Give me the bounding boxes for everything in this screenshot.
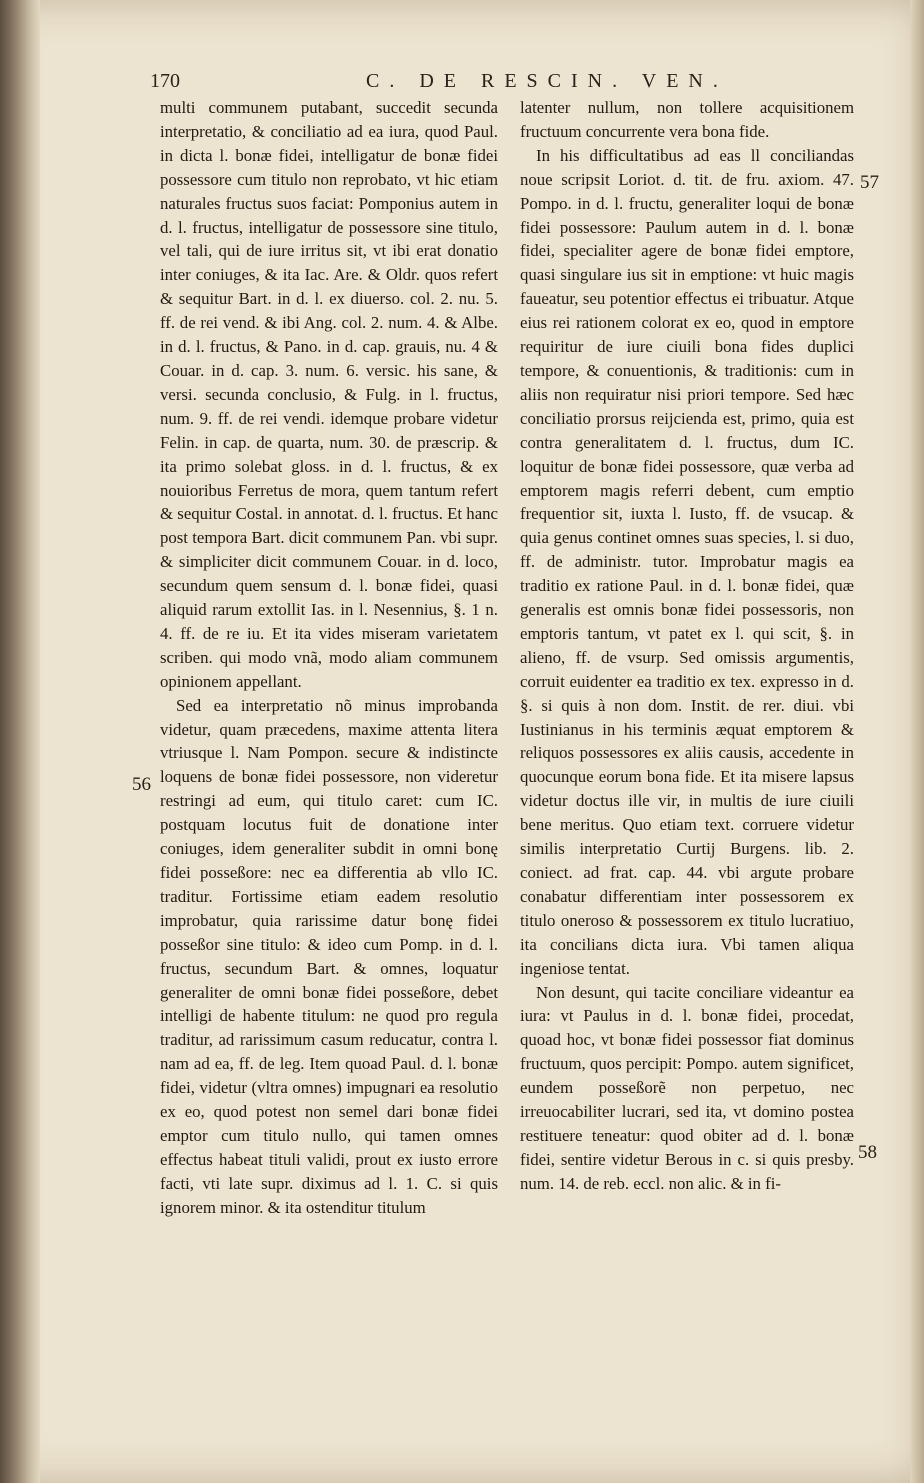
book-spine-shadow: [0, 0, 40, 1483]
left-paragraph-1: multi communem putabant, succedit secunda interpretatio, & conciliatio ad ea iura, quod Paul. in dicta l. bonæ fidei, intelligatur de bonæ fidei possessore cum titulo non reprobato, vt hic etiam naturales fructus suos faciat: Pomponius autem in d. l. fructus, intelligatur de possessore sine titulo, vel tali, qui de iure irritus sit, vt ibi erat donatio inter coniuges, & ita Iac. Are. & Oldr. quos refert & sequitur Bart. in d. l. ex diuerso. col. 2. nu. 5. ff. de rei vend. & ibi Ang. col. 2. num. 4. & Albe. in d. l. fructus, & Pano. in d. cap. grauis, nu. 4 & Couar. in d. cap. 3. num. 6. versic. his sane, & versi. secunda conclusio, & Fulg. in l. fructus, num. 9. ff. de rei vendi. idemque probare videtur Felin. in cap. de quarta, num. 30. de præscrip. & ita primo solebat gloss. in d. l. fructus, & ex nouioribus Ferretus de mora, quem tantum refert & sequitur Costal. in annotat. d. l. fructus. Et hanc post tempora Bart. dicit communem Pan. vbi supr. & simpliciter dicit communem Couar. in d. loco, secundum quem sensum d. l. bonæ fidei, quasi aliquid rarum extollit Ias. in l. Nesennius, §. 1 n. 4. ff. de re iu. Et ita vides miseram varietatem scriben. qui modo vnã, modo aliam communem opinionem appellant.: [160, 98, 498, 691]
right-paragraph-1: latenter nullum, non tollere acquisitionem fructuum concurrente vera bona fide.: [520, 98, 854, 141]
page-number: 170: [150, 70, 180, 92]
margin-number-57: 57: [860, 172, 879, 193]
left-paragraph-2: Sed ea interpretatio nõ minus improbanda videtur, quam præcedens, maxime attenta litera vtriusque l. Nam Pompon. secure & indistincte loquens de bonæ fidei possessore, non videretur restringi ad eum, qui titulo caret: cum IC. postquam locutus fuit de donatione inter coniuges, idem generaliter subdit in omni bonę fidei posseßore: nec ea differentia ab vllo IC. traditur. Fortissime etiam eadem resolutio improbatur, quia rarissime datur bonę fidei posseßor sine titulo: & ideo cum Pomp. in d. l. fructus, secundum Bart. & omnes, loquatur generaliter de omni bonæ fidei posseßore, debet intelligi de habente titulum: ne quod pro regula traditur, ad rarissimum casum reducatur, contra l. nam ad ea, ff. de leg. Item quoad Paul. d. l. bonæ fidei, videtur (vltra omnes) impugnari ea resolutio ex eo, quod potest non semel dari bonæ fidei emptor cum titulo nullo, qui tamen omnes effectus habeat tituli validi, prout ex iusto errore facti, vti late supr. diximus ad l. 1. C. si quis ignorem minor. & ita ostenditur titulum: [160, 695, 498, 1217]
right-column: [520, 96, 854, 1196]
margin-number-56: 56: [132, 774, 151, 795]
right-paragraph-3: Non desunt, qui tacite conciliare videantur ea iura: vt Paulus in d. l. bonæ fidei, procedat, quoad hoc, vt bonæ fidei possessor fiat dominus fructuum, quos percipit: Pompo. autem significet, eundem posseßorẽ non perpetuo, nec irreuocabiliter lucrari, sed ita, vt domino postea restituere teneatur: quod obiter ad d. l. bonæ fidei, sentire videtur Berous in c. si quis presby. num. 14. de reb. eccl. non alic. & in fi-: [520, 982, 854, 1193]
left-column: [160, 96, 498, 1220]
right-paragraph-2: In his difficultatibus ad eas ll conciliandas noue scripsit Loriot. d. tit. de fru. axiom. 47. Pompo. in d. l. fructu, generaliter loqui de bonæ fidei possessore: Paulum autem in d. l. bonæ fidei, specialiter agere de bonæ fidei emptore, quasi singulare ius sit in emptione: vt huic magis faueatur, seu potentior effectus ei tribuatur. Atque eius rei rationem colorat ex eo, quod in emptore requiritur de iure ciuili bona fides duplici tempore, & conuentionis, & traditionis: cum in aliis non requiratur nisi priori tempore. Sed hæc conciliatio prorsus reijcienda est, primo, quia est contra generalitatem d. l. fructus, dum IC. loquitur de bonæ fidei possessore, quæ verba ad emptorem magis referri debent, cum emptio frequentior sit, iuxta l. Iusto, ff. de vsucap. & quia genus continet omnes suas species, l. si duo, ff. de administr. tutor. Improbatur magis ea traditio ex ratione Paul. in d. l. bonæ fidei, quæ generalis est omnis bonæ fidei possessoris, non emptoris tantum, vt patet ex l. qui scit, §. in alieno, ff. de vsurp. Sed omissis argumentis, corruit euidenter ea traditio ex tex. expresso in d. §. si quis à non dom. Instit. de rer. diui. vbi Iustinianus in his terminis æquat emptorem & reliquos possessores ex aliis causis, accedente in quocunque eorum bona fide. Et ita misere lapsus videtur doctus ille vir, in multis de iure ciuili bene meritus. Quo etiam text. corruere videtur similis interpretatio Curtij Burgens. lib. 2. coniect. ad frat. cap. 44. vbi argute probare conabatur differentiam inter possessorem ex titulo oneroso & possessorem ex titulo lucratiuo, ita concilians dicta iura. Vbi tamen aliqua ingeniose tentat.: [520, 145, 854, 978]
page-edge: [910, 0, 924, 1483]
running-title: C. DE RESCIN. VEN.: [366, 70, 728, 92]
running-head: [150, 70, 850, 98]
margin-number-58: 58: [858, 1142, 877, 1163]
